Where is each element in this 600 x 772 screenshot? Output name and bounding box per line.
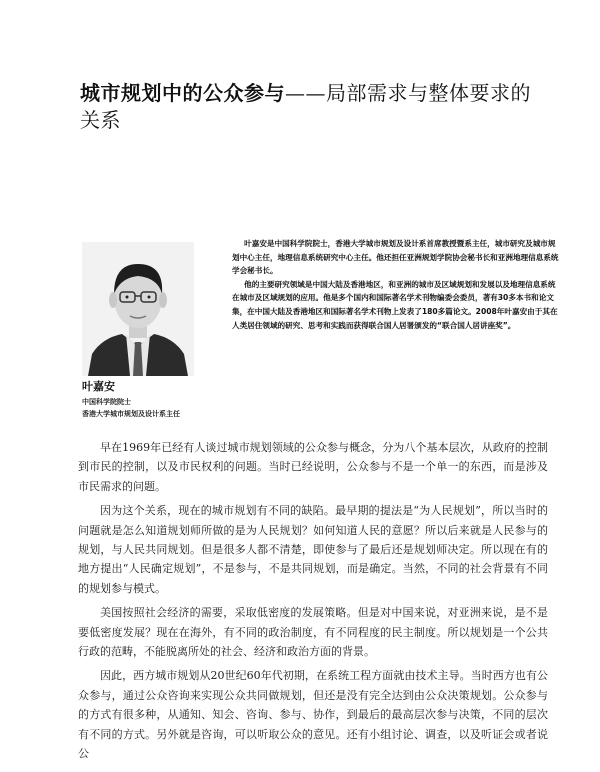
body-paragraph: 因此，西方城市规划从20世纪60年代初期，在系统工程方面就由技术主导。当时西方也有公众参与，通过公众咨询来实现公众共同做规划，但还是没有完全达到由公众决策规划。公众参与的方式有很多种，从通知、知会、咨询、参与、协作，到最后的最高层次参与决策，不同的层次有不同的方式。另外就是咨询，可以听取公众的意见。还有小组讨论、调查，以及听证会或者说公 bbox=[78, 669, 548, 761]
author-photo bbox=[82, 242, 194, 376]
author-affiliation bbox=[82, 396, 180, 420]
author-name: 叶嘉安 bbox=[82, 380, 115, 393]
author-affiliation-line: 中国科学院院士 bbox=[82, 397, 131, 406]
bio-paragraph: 他的主要研究领域是中国大陆及香港地区，和亚洲的城市及区域规划和发展以及地理信息系统在城市及区域规划的应用。他是多个国内和国际著名学术刊物编委会委员，著有30多本书和论文集，在中国大陆及香港地区和国际著名学术刊物上发表了180多篇论文。2008年叶嘉安由于其在人类居住领域的研究、思考和实践而获得联合国人居署颁发的“联合国人居讲座奖”。 bbox=[232, 279, 558, 330]
bio-paragraph: 叶嘉安是中国科学院院士，香港大学城市规划及设计系首席教授暨系主任，城市研究及城市规划中心主任，地理信息系统研究中心主任。他还担任亚洲规划学院协会秘书长和亚洲地理信息系统学会秘书长。 bbox=[232, 239, 559, 276]
author-portrait-image bbox=[82, 242, 194, 376]
body-paragraph: 因为这个关系，现在的城市规划有不同的缺陷。最早期的提法是“为人民规划”，所以当时的问题就是怎么知道规划师所做的是为人民规划？如何知道人民的意愿？所以后来就是人民参与的规划，与人民共同规划。但是很多人都不清楚，即使参与了最后还是规划师决定。所以现在有的地方提出“人民确定规划”，不是参与，不是共同规划，而是确定。当然，不同的社会背景有不同的规划参与模式。 bbox=[78, 504, 548, 595]
author-bio bbox=[232, 237, 562, 332]
body-paragraph: 早在1969年已经有人谈过城市规划领域的公众参与概念，分为八个基本层次，从政府的控制到市民的控制，以及市民权利的问题。当时已经说明，公众参与不是一个单一的东西，而是涉及市民需求的问题。 bbox=[78, 441, 548, 493]
article-title bbox=[80, 80, 550, 134]
body-paragraph: 美国按照社会经济的需要，采取低密度的发展策略。但是对中国来说，对亚洲来说，是不是要低密度发展？现在在海外，有不同的政治制度，有不同程度的民主制度。所以规划是一个公共行政的范畴，不能脱离所处的社会、经济和政治方面的背景。 bbox=[78, 606, 548, 659]
article-title-sub: ——局部需求与整体要求的关系 bbox=[80, 81, 531, 132]
author-affiliation-line: 香港大学城市规划及设计系主任 bbox=[82, 409, 180, 418]
article-title-main: 城市规划中的公众参与 bbox=[80, 81, 285, 105]
article-body bbox=[78, 438, 548, 769]
